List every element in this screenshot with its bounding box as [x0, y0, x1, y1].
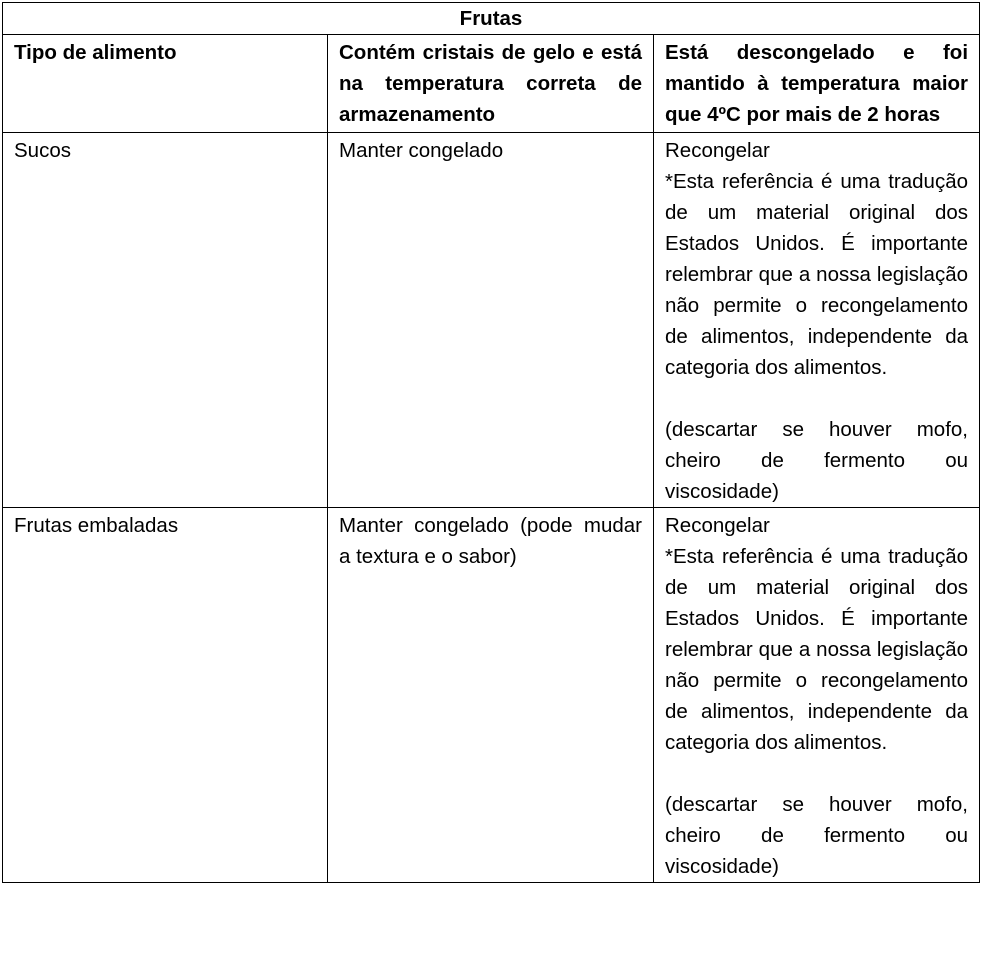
spacer	[665, 383, 968, 414]
header-frozen: Contém cristais de gelo e está na temperatura correta de armazenamento	[328, 35, 654, 133]
header-thawed: Está descongelado e foi mantido à temperatura maior que 4ºC por mais de 2 horas	[654, 35, 980, 133]
translation-note: *Esta referência é uma tradução de um material original dos Estados Unidos. É importante relembrar que a nossa legislação não permite o recongelamento de alimentos, independente da categoria dos alimentos.	[665, 545, 969, 754]
cell-thawed-action	[654, 508, 980, 883]
table-row	[3, 508, 980, 883]
cell-thawed-action	[654, 133, 980, 508]
cell-food-type: Sucos	[3, 133, 328, 508]
cell-food-type: Frutas embaladas	[3, 508, 328, 883]
table-header-row	[3, 35, 980, 133]
thawed-action-text: Recongelar	[665, 514, 770, 537]
cell-frozen-action: Manter congelado	[328, 133, 654, 508]
frutas-table	[2, 2, 980, 883]
cell-frozen-action: Manter congelado (pode mudar a textura e o sabor)	[328, 508, 654, 883]
translation-note: *Esta referência é uma tradução de um material original dos Estados Unidos. É importante relembrar que a nossa legislação não permite o recongelamento de alimentos, independente da categoria dos alimentos.	[665, 170, 969, 379]
spacer	[665, 758, 968, 789]
table-title: Frutas	[3, 3, 980, 35]
discard-note: (descartar se houver mofo, cheiro de fermento ou viscosidade)	[665, 418, 969, 503]
table-title-row	[3, 3, 980, 35]
thawed-action-text: Recongelar	[665, 139, 770, 162]
header-food-type: Tipo de alimento	[3, 35, 328, 133]
discard-note: (descartar se houver mofo, cheiro de fermento ou viscosidade)	[665, 793, 969, 878]
table-row	[3, 133, 980, 508]
